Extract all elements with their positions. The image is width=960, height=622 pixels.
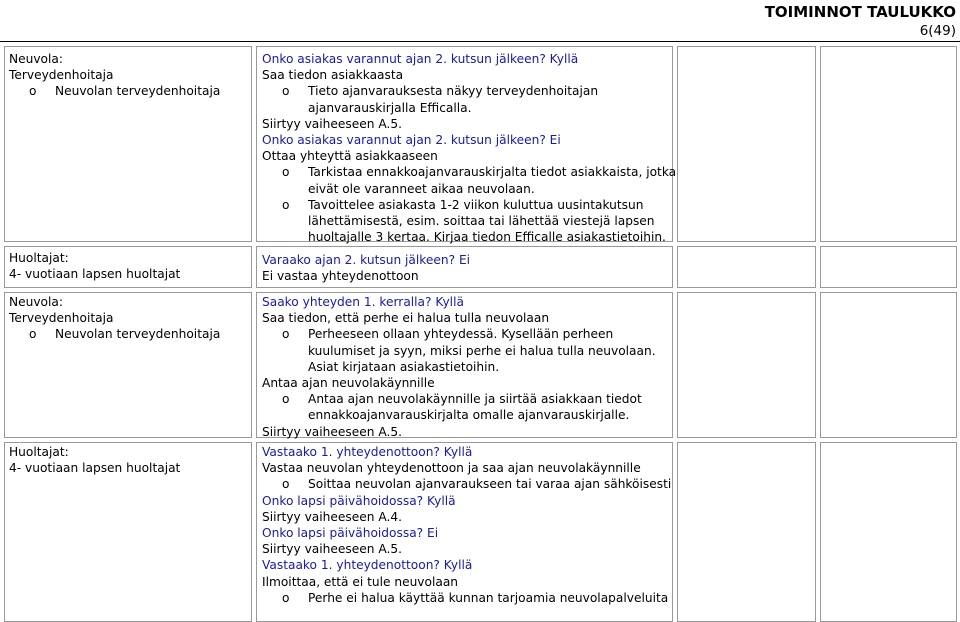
decision-link[interactable]: Onko asiakas varannut ajan 2. kutsun jälkeen? Kyllä bbox=[262, 52, 579, 66]
action-text bbox=[262, 294, 656, 440]
action-line: Vastaa neuvolan yhteydenottoon ja saa ajan neuvolakäynnille bbox=[262, 461, 641, 476]
bullet-item bbox=[262, 590, 671, 606]
action-line: Siirtyy vaiheeseen A.5. bbox=[262, 542, 402, 557]
bullet-line: Tieto ajanvarauksesta näkyy terveydenhoitajan bbox=[308, 84, 599, 99]
actor-role: 4- vuotiaan lapsen huoltajat bbox=[9, 461, 181, 476]
action-line: Antaa ajan neuvolakäynnille bbox=[262, 375, 435, 390]
empty-cell bbox=[820, 442, 957, 622]
decision-link[interactable]: Vastaako 1. yhteydenottoon? Kyllä bbox=[262, 445, 473, 459]
action-line: Siirtyy vaiheeseen A.5. bbox=[262, 424, 402, 439]
actor-org: Neuvola: bbox=[9, 295, 63, 309]
bullet-item bbox=[262, 164, 676, 196]
bullet-line: Tarkistaa ennakkoajanvarauskirjalta tiedot asiakkaista, jotka bbox=[308, 165, 677, 180]
bullet-line: Perhe ei halua käyttää kunnan tarjoamia neuvolapalveluita bbox=[308, 590, 669, 605]
actor-text bbox=[9, 250, 180, 282]
decision-link[interactable]: Varaako ajan 2. kutsun jälkeen? Ei bbox=[262, 253, 471, 267]
actor-text bbox=[9, 51, 220, 100]
actor-text bbox=[9, 294, 220, 343]
bullet-line: Antaa ajan neuvolakäynnille ja siirtää asiakkaan tiedot bbox=[308, 392, 642, 407]
empty-cell bbox=[820, 246, 957, 288]
action-line: Ottaa yhteyttä asiakkaaseen bbox=[262, 149, 438, 164]
decision-link[interactable]: Onko lapsi päivähoidossa? Kyllä bbox=[262, 493, 456, 508]
bullet-line: Soittaa neuvolan ajanvaraukseen tai varaa ajan sähköisesti bbox=[308, 477, 672, 492]
page-header-title: TOIMINNOT TAULUKKO bbox=[764, 3, 956, 21]
page-number: 6(49) bbox=[919, 23, 956, 39]
bullet-marker: o bbox=[282, 197, 290, 212]
empty-cell bbox=[677, 246, 816, 288]
actor-org: Huoltajat: bbox=[9, 251, 69, 265]
action-line: Saa tiedon asiakkaasta bbox=[262, 68, 404, 83]
bullet-marker: o bbox=[282, 165, 290, 180]
bullet-marker: o bbox=[29, 327, 37, 342]
bullet-marker: o bbox=[282, 392, 290, 407]
decision-link[interactable]: Saako yhteyden 1. kerralla? Kyllä bbox=[262, 295, 464, 309]
empty-cell bbox=[677, 46, 816, 242]
bullet-item bbox=[262, 391, 656, 423]
bullet-line: ennakkoajanvarauskirjalta omalle ajanvarauskirjalle. bbox=[308, 408, 630, 423]
actor-role: 4- vuotiaan lapsen huoltajat bbox=[9, 267, 181, 282]
actor-role: Terveydenhoitaja bbox=[9, 68, 114, 83]
actor-bullet: o Neuvolan terveydenhoitaja bbox=[29, 327, 221, 342]
actor-org: Huoltajat: bbox=[9, 445, 69, 459]
action-line: Siirtyy vaiheeseen A.5. bbox=[262, 116, 402, 131]
decision-link[interactable]: Onko lapsi päivähoidossa? Ei bbox=[262, 525, 439, 540]
actor-text bbox=[9, 444, 180, 476]
bullet-marker: o bbox=[282, 590, 290, 605]
bullet-item bbox=[262, 83, 676, 115]
bullet-line: lähettämisestä, esim. soittaa tai lähettää viestejä lapsen bbox=[308, 213, 655, 228]
action-line: Saa tiedon, että perhe ei halua tulla neuvolaan bbox=[262, 311, 550, 326]
bullet-line: ajanvarauskirjalla Efficalla. bbox=[308, 100, 472, 115]
action-text bbox=[262, 444, 671, 606]
bullet-line: Asiat kirjataan asiakastietoihin. bbox=[308, 359, 500, 374]
bullet-item bbox=[262, 197, 676, 246]
bullet-line: Tavoittelee asiakasta 1-2 viikon kuluttua uusintakutsun bbox=[308, 197, 644, 212]
bullet-marker: o bbox=[282, 477, 290, 492]
bullet-line: kuulumiset ja syyn, miksi perhe ei halua tulla neuvolaan. bbox=[308, 343, 656, 358]
header-rule bbox=[0, 41, 960, 42]
action-text bbox=[262, 51, 676, 245]
empty-cell bbox=[820, 292, 957, 438]
action-line: Ei vastaa yhteydenottoon bbox=[262, 269, 419, 284]
actor-role: Terveydenhoitaja bbox=[9, 311, 114, 326]
bullet-marker: o bbox=[282, 327, 290, 342]
actor-org: Neuvola: bbox=[9, 52, 63, 66]
bullet-marker: o bbox=[29, 84, 37, 99]
actor-bullet: o Neuvolan terveydenhoitaja bbox=[29, 84, 221, 99]
bullet-line: eivät ole varanneet aikaa neuvolaan. bbox=[308, 181, 535, 196]
action-text bbox=[262, 252, 470, 284]
bullet-marker: o bbox=[282, 84, 290, 99]
bullet-item bbox=[262, 476, 671, 492]
bullet-line: huoltajalle 3 kertaa. Kirjaa tiedon Efficalle asiakastietoihin. bbox=[308, 230, 666, 245]
action-line: Ilmoittaa, että ei tule neuvolaan bbox=[262, 574, 459, 589]
bullet-line: Perheeseen ollaan yhteydessä. Kysellään perheen bbox=[308, 327, 614, 342]
action-line: Siirtyy vaiheeseen A.4. bbox=[262, 509, 402, 524]
bullet-item bbox=[262, 326, 656, 375]
empty-cell bbox=[677, 292, 816, 438]
decision-link[interactable]: Onko asiakas varannut ajan 2. kutsun jälkeen? Ei bbox=[262, 132, 561, 147]
decision-link[interactable]: Vastaako 1. yhteydenottoon? Kyllä bbox=[262, 558, 473, 573]
empty-cell bbox=[677, 442, 816, 622]
empty-cell bbox=[820, 46, 957, 242]
